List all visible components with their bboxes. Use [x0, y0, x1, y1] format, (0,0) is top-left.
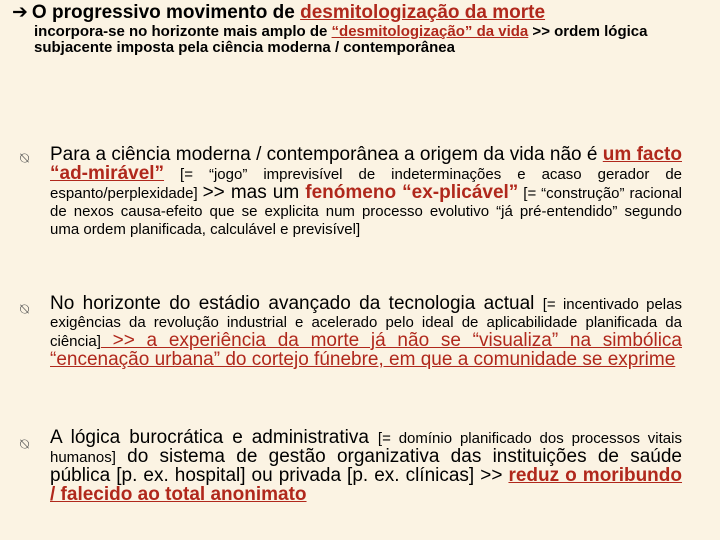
p2-text-a: No horizonte do estádio avançado da tecnologia actual: [50, 293, 543, 314]
title-highlight: desmitologização da morte: [300, 2, 546, 23]
subtitle-text-a: incorpora-se no horizonte mais amplo de: [34, 23, 332, 40]
slide-title: [12, 2, 702, 24]
p2-text-b: [= incentivado pelas exigências da revolução industrial e acelerado pelo ideal de aplicabilidade planificada da ciência]: [50, 296, 682, 350]
p3-text-b: [= domínio planificado dos processos vitais humanos]: [50, 430, 682, 466]
bullet-icon: ⍉: [20, 300, 30, 318]
p1-text-f: [= “construção” racional de nexos causa-efeito que se explicita num processo evolutivo “já pré-entendido” segundo uma ordem planificada, calculável e previsível]: [50, 185, 683, 238]
paragraph-2: [50, 295, 682, 370]
p1-text-c: [= “jogo” imprevisível de indeterminações e acaso gerador de espanto/perplexidade]: [50, 166, 682, 202]
p3-text-c: do sistema de gestão organizativa das instituições de saúde pública [p. ex. hospital] ou privada [p. ex. clínicas] >>: [50, 446, 682, 486]
p3-text-a: A lógica burocrática e administrativa: [50, 427, 378, 448]
title-text: O progressivo movimento de: [31, 2, 301, 23]
p1-highlight-2: fenómeno “ex-plicável”: [305, 182, 519, 203]
paragraph-1: [50, 146, 682, 239]
p1-text-a: Para a ciência moderna / contemporânea a origem da vida não é: [50, 144, 603, 165]
slide-subtitle: [34, 24, 684, 56]
subtitle-highlight: “desmitologização” da vida: [331, 23, 529, 40]
bullet-icon: ⍉: [20, 435, 30, 453]
arrow-right-icon: ➔: [12, 2, 28, 23]
subtitle-text-c: >> ordem lógica subjacente imposta pela ciência moderna / contemporânea: [34, 23, 648, 56]
p3-highlight: reduz o moribundo / falecido ao total anonimato: [50, 465, 683, 505]
paragraph-3: [50, 429, 682, 505]
bullet-icon: ⍉: [20, 149, 30, 167]
p1-text-d: >> mas um: [202, 182, 306, 203]
p2-highlight: >> a experiência da morte já não se “visualiza” na simbólica “encenação urbana” do cortejo fúnebre, em que a comunidade se exprime: [50, 330, 682, 370]
p1-highlight-1: um facto “ad-mirável”: [50, 144, 682, 184]
